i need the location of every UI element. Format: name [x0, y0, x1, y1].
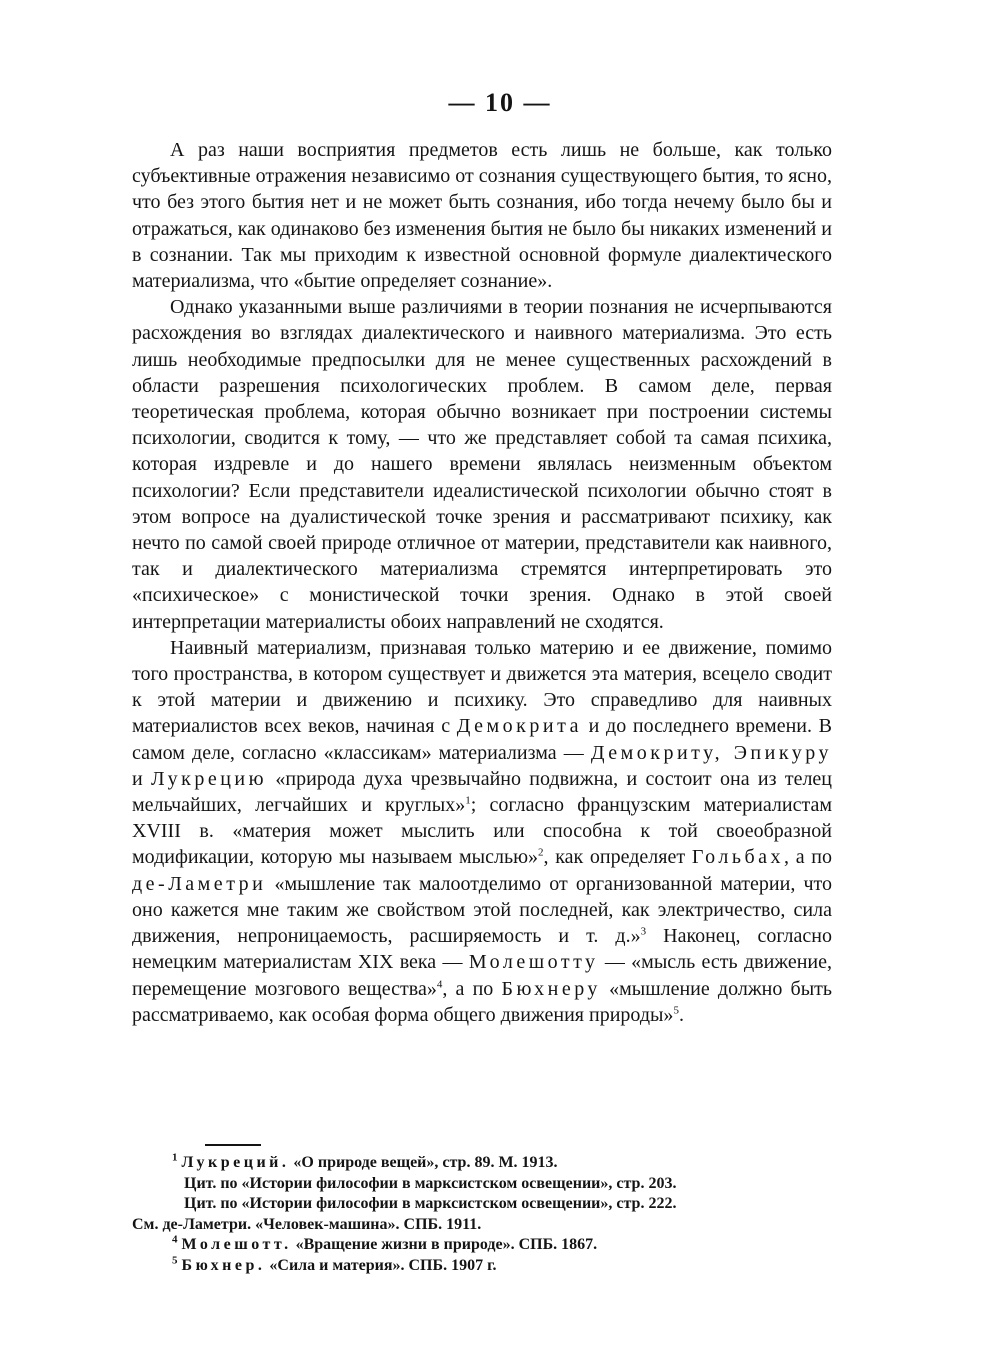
- footnote-2: Цит. по «Истории философии в марксистском освещении», стр. 203.: [184, 1174, 677, 1192]
- footnote-3: Цит. по «Истории философии в марксистском освещении», стр. 222.: [184, 1195, 677, 1212]
- name-democritus-epicurus: Демокриту, Эпикуру: [590, 741, 832, 764]
- paragraph-3: Наивный материализм, признавая только материю и ее движение, помимо того пространства, в котором существует и движется эта материя, всецело сводит к этой материи и движению и психику. Это справедливо для наивных материалистов всех веков, начиная с Демокрита и до последнего времени. В самом деле, согласно «классикам» материализма — Демокриту, Эпикуру и Лукрецию «природа духа чрезвычайно подвижна, и состоит она из телец мельчайших, легчайших и круглых»$^1$; согласно французским материалистам XVIII в. «материя может мыслить или способна к той своеобразной модификации, которую мы называем мыслью»$^2$, как определяет Гольбах, а по де-Ламетри «мышление так малоотделимо от организованной материи, что оно кажется мне таким же свойством этой последней, как электричество, сила движения, непроницаемость, расширяемость и т. д.»$^3$ Наконец, согласно немецким материалистам XIX века — Молешотту — «мысль есть движение, перемещение мозгового вещества»$^4$, а по Бюхнеру «мышление должно быть рассматриваемо, как особая форма общего движения природы»$^5$.: [132, 636, 833, 1026]
- footnote-ref-5: 5: [673, 1004, 679, 1017]
- footnote-5: $^4$ Молешотт. «Вращение жизни в природе». СПБ. 1867.: [172, 1233, 598, 1253]
- footnote-ref-4: 4: [436, 977, 443, 990]
- footnote-ref-1: 1: [465, 794, 471, 807]
- name-buchner: Бюхнеру: [501, 977, 601, 1000]
- footnote-ref-3: 3: [640, 925, 647, 938]
- footnote-6: $^5$ Бюхнер. «Сила и материя». СПБ. 1907 г.: [172, 1254, 497, 1274]
- footnote-1: $^1$ Лукреций. «О природе вещей», стр. 89. М. 1913.: [172, 1151, 558, 1171]
- name-lucretius: Лукрецию: [151, 767, 268, 790]
- footnote-divider: [205, 1144, 261, 1146]
- footnote-4: См. де-Ламетри. «Человек-машина». СПБ. 1911.: [132, 1215, 482, 1233]
- footnote-ref-2: 2: [538, 846, 544, 859]
- paragraph-2: Однако указанными выше различиями в теории познания не исчерпываются расхождения во взглядах диалектического и наивного материализма. Это есть лишь необходимые предпосылки для не менее существенных расхождений в области разрешения психологических проблем. В самом деле, первая теоретическая проблема, которая обычно возникает при построении системы психологии, сводится к тому, — что же представляет собой та самая психика, которая издревле и до нашего времени являлась неизменным объектом психологии? Если представители идеалистической психологии обычно стоят в этом вопросе на дуалистической точке зрения и рассматривают психику, как нечто по самой своей природе отличное от материи, представители как наивного, так и диалектического материализма стремятся интерпретировать это «психическое» с монистической точки зрения. Однако в этой своей интерпретации материалисты обоих направлений не сходятся.: [132, 296, 832, 633]
- name-moleschott: Молешотту: [468, 951, 599, 974]
- name-lamettrie: де-Ламетри: [132, 872, 267, 895]
- paragraph-1: А раз наши восприятия предметов есть лишь не больше, как только субъективные отражения независимо от сознания существующего бытия, то ясно, что без этого бытия нет и не может быть сознания, ибо тогда нечему было бы и отражаться, как одинаково без изменения бытия не было бы никаких изменений и в сознании. Так мы приходим к известной основной формуле диалектического материализма, что «бытие определяет сознание».: [132, 139, 832, 293]
- name-holbach: Гольбах: [691, 846, 785, 869]
- page-number: — 10 —: [448, 88, 552, 117]
- name-democritus: Демокрита: [456, 715, 582, 738]
- footnotes: [132, 1153, 832, 1276]
- body-text: [132, 137, 832, 1028]
